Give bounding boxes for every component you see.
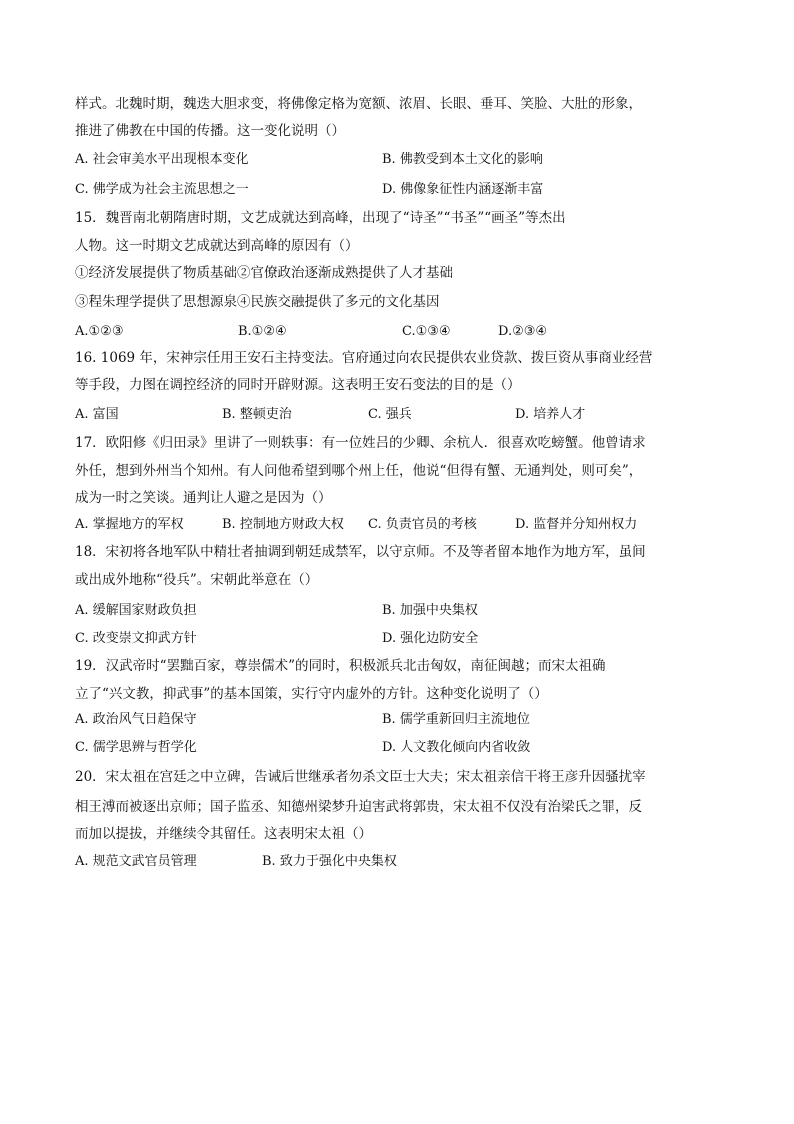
- q16-option-c: C. 强兵: [368, 407, 412, 422]
- q20-stem-line-3: 而加以提拔，并继续令其留任。这表明宋太祖（）: [75, 826, 372, 842]
- q15-option-a: A.①②③: [75, 324, 124, 339]
- q15-option-b: B.①②④: [238, 324, 287, 339]
- q14-stem-line-2: 推进了佛教在中国的传播。这一变化说明（）: [75, 123, 345, 139]
- q17-option-a: A. 掌握地方的军权: [75, 517, 184, 532]
- q17-option-d: D. 监督并分知州权力: [515, 517, 638, 532]
- q17-option-c: C. 负责官员的考核: [368, 517, 477, 532]
- q19-option-d: D. 人文教化倾向内省收敛: [382, 740, 531, 755]
- q16-option-d: D. 培养人才: [515, 407, 586, 422]
- q15-stem-line-2: 人物。这一时期文艺成就达到高峰的原因有（）: [75, 238, 359, 254]
- q14-option-d: D. 佛像象征性内涵逐渐丰富: [382, 182, 544, 197]
- q14-option-a: A. 社会审美水平出现根本变化: [75, 152, 249, 167]
- q15-option-c: C.①③④: [402, 324, 451, 339]
- q16-option-b: B. 整顿吏治: [222, 407, 292, 422]
- q17-stem-line-1: 17．欧阳修《归田录》里讲了一则轶事：有一位姓吕的少卿、余杭人．很喜欢吃螃蟹。他曾请求: [75, 435, 646, 451]
- q19-option-a: A. 政治风气日趋保守: [75, 712, 197, 727]
- q18-stem-line-1: 18．宋初将各地军队中精壮者抽调到朝廷成禁军，以守京师。不及等者留本地作为地方军，虽间: [75, 544, 646, 560]
- q20-option-a: A. 规范文武官员管理: [75, 854, 197, 869]
- q20-option-b: B. 致力于强化中央集权: [262, 854, 397, 869]
- q17-stem-line-2: 外任，想到外州当个知州。有人问他希望到哪个州上任，他说“但得有蟹、无通判处，则可矣”，: [75, 463, 643, 479]
- q16-stem-line-2: 等手段，力图在调控经济的同时开辟财源。这表明王安石变法的目的是（）: [75, 377, 521, 393]
- q19-option-c: C. 儒学思辨与哲学化: [75, 740, 197, 755]
- q15-stem-line-1: 15．魏晋南北朝隋唐时期，文艺成就达到高峰，出现了“诗圣”“书圣”“画圣”等杰出: [75, 210, 566, 226]
- q16-stem-line-1: 16. 1069 年，宋神宗任用王安石主持变法。官府通过向农民提供农业贷款、拨巨资从事商业经营: [75, 350, 653, 366]
- q18-option-b: B. 加强中央集权: [382, 603, 478, 618]
- q18-option-d: D. 强化边防安全: [382, 631, 479, 646]
- q19-option-b: B. 儒学重新回归主流地位: [382, 712, 530, 727]
- q18-option-a: A. 缓解国家财政负担: [75, 603, 197, 618]
- q18-stem-line-2: 或出成外地称“役兵”。宋朝此举意在（）: [75, 572, 319, 588]
- q14-option-c: C. 佛学成为社会主流思想之一: [75, 182, 249, 197]
- q19-stem-line-2: 立了“兴文教，抑武事”的基本国策，实行守内虚外的方针。这种变化说明了（）: [75, 686, 548, 702]
- q19-stem-line-1: 19．汉武帝时“罢黜百家，尊崇儒术”的同时，积极派兵北击匈奴，南征闽越；而宋太祖确: [75, 658, 606, 674]
- q15-option-d: D.②③④: [498, 324, 548, 339]
- q15-stem-line-4: ③程朱理学提供了思想源泉④民族交融提供了多元的文化基因: [75, 294, 440, 310]
- q17-option-b: B. 控制地方财政大权: [222, 517, 344, 532]
- q20-stem-line-1: 20．宋太祖在宫廷之中立碑，告诫后世继承者勿杀文臣士大夫；宋太祖亲信干将王彦升因骚扰宰: [75, 769, 646, 785]
- q16-option-a: A. 富国: [75, 407, 119, 422]
- q14-stem-line-1: 样式。北魏时期，魏迭大胆求变，将佛像定格为宽额、浓眉、长眼、垂耳、笑脸、大肚的形象，: [75, 96, 642, 112]
- q17-stem-line-3: 成为一时之笑谈。通判让人避之是因为（）: [75, 490, 332, 506]
- q20-stem-line-2: 相王溥而被逐出京师；国子监丞、知德州梁梦升迫害武将郭贵，宋太祖不仅没有治梁氏之罪，反: [75, 799, 642, 815]
- q18-option-c: C. 改变崇文抑武方针: [75, 631, 197, 646]
- q14-option-b: B. 佛教受到本土文化的影响: [382, 152, 543, 167]
- q15-stem-line-3: ①经济发展提供了物质基础②官僚政治逐渐成熟提供了人才基础: [75, 265, 453, 281]
